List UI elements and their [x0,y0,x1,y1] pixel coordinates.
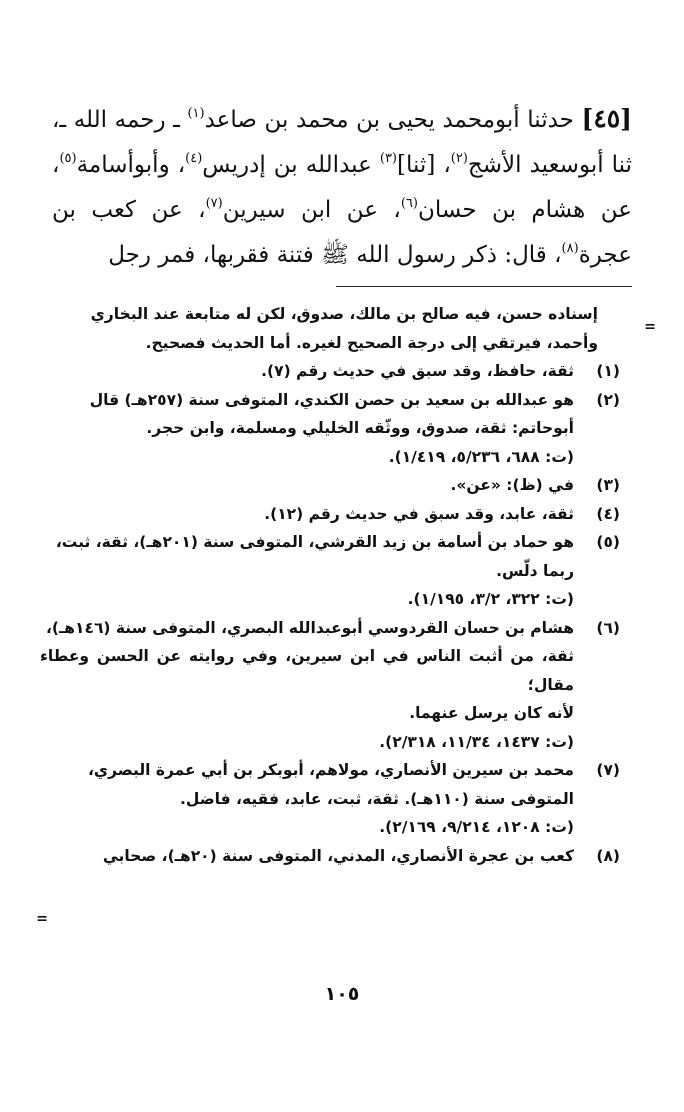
footnote-line: في (ظ): «عن». [450,476,574,494]
footnote-line: (ت: ١٢٠٨، ٩/٢١٤، ٢/١٦٩). [379,818,574,836]
hadith-segment: عبدالله بن إدريس [202,152,380,178]
footnote-ref[interactable]: (٢) [450,151,468,166]
footnote-ref[interactable]: (٣) [379,151,397,166]
footnote-line: هو عبدالله بن سعيد بن حصن الكندي، المتوفى سنة (٢٥٧هـ) قال [89,390,574,409]
footnote-line: ثقة، حافظ، وقد سبق في حديث رقم (٧). [261,362,574,380]
footnote-line: وأحمد، فيرتقي إلى درجة الصحيح لغيره. أما الحديث فصحيح. [145,333,598,352]
hadith-segment: ، وأبوأسامة [76,152,186,178]
footnote-line: أبوحاتم: ثقة، صدوق، ووثّقه الخليلي ومسلمة، وابن حجر. [146,419,574,437]
footnote-line: ثقة، عابد، وقد سبق في حديث رقم (١٢). [264,504,574,523]
hadith-segment: ، [ثنا] [397,152,451,178]
continuation-mark: = [644,319,656,335]
footnote-line: لأنه كان يرسل عنهما. [409,704,574,722]
footnote-line: ثقة، من أثبت الناس في ابن سيرين، وفي روايته عن الحسن وعطاء مقال؛ [40,647,574,694]
hadith-segment: ، عن هشام بن حسان [52,152,632,223]
footnote-line: (ت: ٣٢٢، ٣/٢، ١/١٩٥). [407,590,574,608]
footnote-number: (٥) [596,533,620,551]
footnote-ref[interactable]: (٤) [185,151,203,166]
footnote-line: (ت: ٦٨٨، ٥/٢٣٦، ١/٤١٩). [388,447,574,466]
continuation-mark: = [36,911,48,927]
hadith-segment: ، عن كعب بن عجرة [52,197,632,268]
footnote-ref[interactable]: (٧) [205,196,223,211]
footnote-ref[interactable]: (٥) [59,151,77,166]
footnote-line: (ت: ١٤٣٧، ١١/٣٤، ٢/٣١٨). [379,732,574,751]
footnote-number: (٢) [596,390,620,409]
footnote-number: (٨) [596,846,620,865]
footnote-ref[interactable]: (٦) [400,196,418,211]
footnote-line: محمد بن سيرين الأنصاري، مولاهم، أبوبكر بن أبي عمرة البصري، [87,761,574,779]
footnote-1 [40,357,620,386]
footnote-number: (٧) [596,761,620,779]
footnote-ref[interactable]: (٨) [561,241,579,256]
footnote-2 [40,386,620,472]
hadith-segment: حدثنا أبومحمد يحيى بن محمد بن صاعد [204,107,574,133]
hadith-text [52,96,632,278]
footnote-7 [40,756,620,842]
footnote-divider [336,286,632,287]
hadith-number: [٤٥] [581,104,633,133]
page-number: ١٠٥ [324,983,360,1005]
footnote-8 [40,842,620,871]
footnote-number: (٤) [596,504,620,523]
footnote-number: (١) [596,362,620,380]
footnote-4 [40,500,620,529]
hadith-segment: ، قال: ذكر رسول الله ﷺ فتنة فقربها، فمر رجل [108,242,562,268]
footnote-line: ربما دلّس. [496,561,574,580]
footnote-line: المتوفى سنة (١١٠هـ). ثقة، ثبت، عابد، فقيه، فاضل. [179,789,574,808]
footnote-line: هو حماد بن أسامة بن زيد القرشي، المتوفى سنة (٢٠١هـ)، ثقة، ثبت، [55,533,574,551]
footnote-number: (٣) [596,476,620,494]
footnote-intro [40,300,620,357]
footnote-ref[interactable]: (١) [187,106,205,121]
footnote-line: كعب بن عجرة الأنصاري، المدني، المتوفى سنة (٢٠هـ)، صحابي [102,846,574,865]
hadith-segment: ، عن ابن سيرين [222,197,401,223]
footnotes [40,300,620,870]
footnote-line: إسناده حسن، فيه صالح بن مالك، صدوق، لكن له متابعة عند البخاري [90,305,598,323]
footnote-line: هشام بن حسان القردوسي أبوعبدالله البصري، المتوفى سنة (١٤٦هـ)، [46,618,574,637]
footnote-5 [40,528,620,614]
footnote-number: (٦) [596,618,620,637]
footnote-6 [40,614,620,757]
footnote-3 [40,471,620,500]
hadith-segment: ـ رحمه الله ـ، ثنا أبوسعيد الأشج [52,107,633,178]
